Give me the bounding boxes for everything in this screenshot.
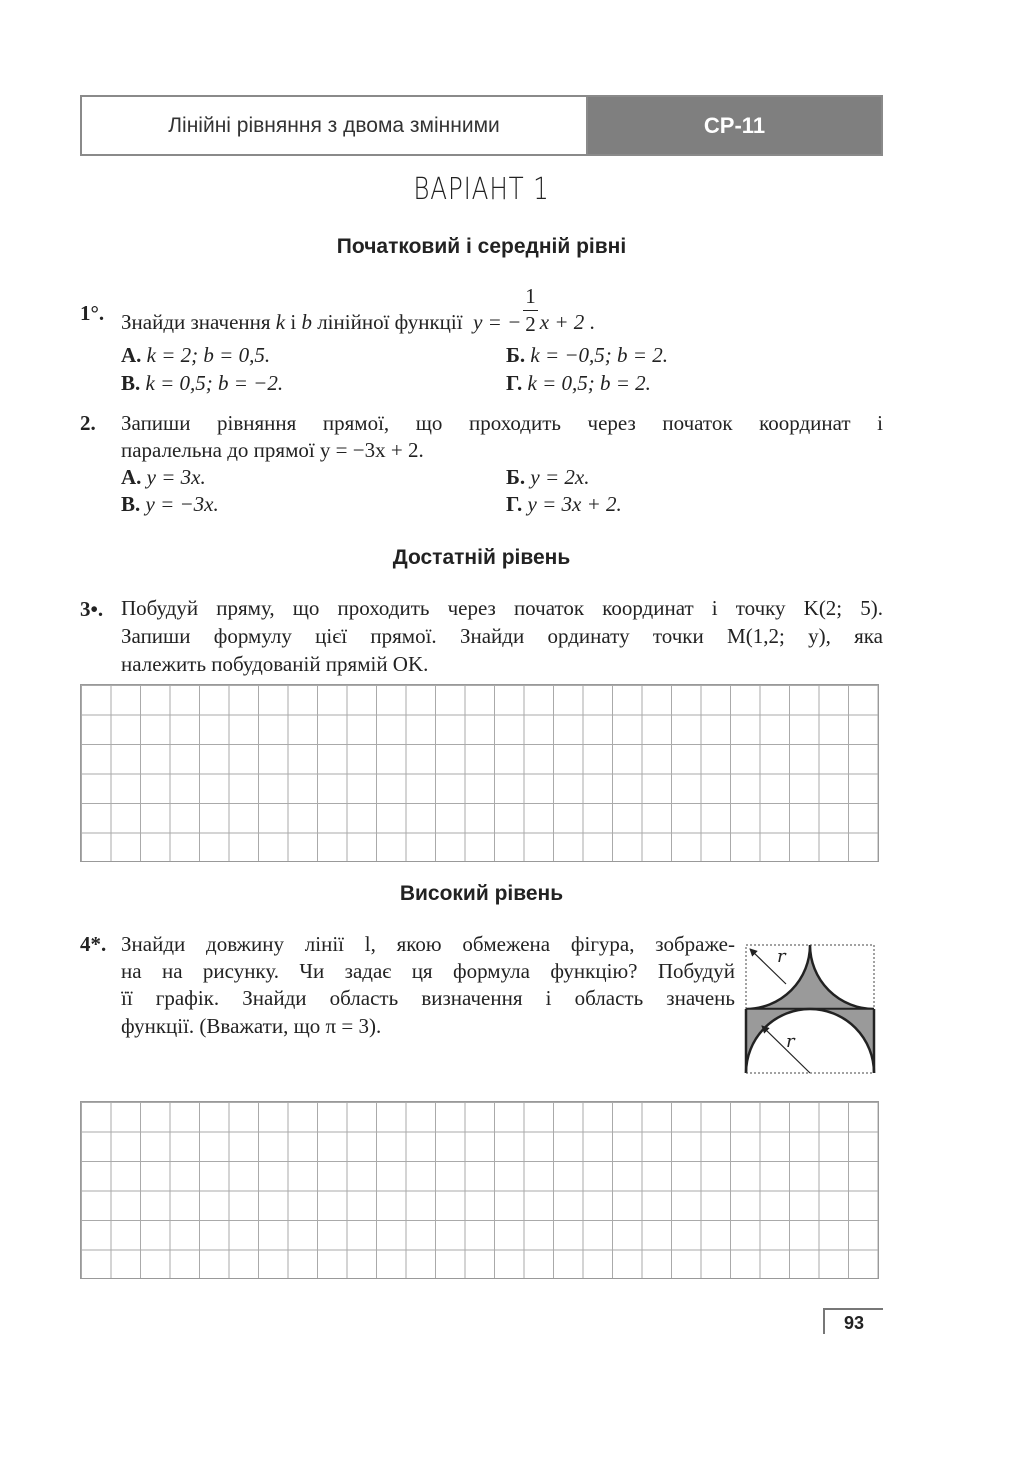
task1-k: k (275, 310, 286, 335)
task1-b: b (301, 310, 312, 335)
task3-line3: належить побудованій прямій OK. (121, 652, 429, 676)
answer-grid-task4 (80, 1101, 879, 1279)
variant-title: ВАРІАНТ 1 (413, 172, 550, 207)
work-code: СР-11 (588, 97, 881, 154)
task1-formula-lhs: y = − (473, 310, 522, 335)
option-letter: В. (121, 371, 141, 395)
task1-formula-rhs: x + 2 (539, 310, 585, 335)
task1-end: . (589, 310, 595, 335)
task4-line2: на на рисунку. Чи задає ця формула функцію? Побудуй (121, 959, 735, 983)
task1-option-v (121, 371, 283, 396)
page-number: 93 (823, 1308, 883, 1334)
option-text: y = 2x. (530, 465, 590, 489)
task1-text: Знайди значення (121, 310, 271, 335)
option-letter: А. (121, 465, 142, 489)
task4-figure (740, 940, 880, 1080)
level-sufficient-heading: Достатній рівень (392, 546, 571, 569)
option-text: y = −3x. (145, 492, 219, 516)
task2-option-b (506, 465, 589, 490)
option-letter: Г. (506, 371, 523, 395)
option-text: k = 0,5; b = 2. (527, 371, 651, 395)
option-text: y = 3x. (146, 465, 206, 489)
task1-option-a (121, 343, 270, 368)
task4-line1: Знайди довжину лінії l, якою обмежена фігура, зображе- (121, 932, 735, 956)
task2-option-g (506, 492, 622, 517)
task2-option-a (121, 465, 206, 490)
task4-number: 4*. (80, 932, 107, 956)
task3-number: 3•. (80, 597, 104, 621)
option-text: y = 3x + 2. (527, 492, 622, 516)
task1-text2: лінійної функції (317, 310, 463, 335)
fraction-numerator: 1 (523, 286, 538, 311)
radius-label-top: r (777, 946, 786, 967)
level-initial-heading: Початковий і середній рівні (336, 235, 627, 258)
task1-number: 1°. (80, 301, 105, 325)
option-letter: Б. (506, 343, 526, 367)
option-letter: А. (121, 343, 142, 367)
level-high-heading: Високий рівень (399, 882, 564, 905)
task1-question (121, 286, 595, 335)
task2-line1: Запиши рівняння прямої, що проходить через початок координат і (121, 411, 883, 435)
task4-line4: функції. (Вважати, що π = 3). (121, 1014, 382, 1038)
task1-option-b (506, 343, 668, 368)
task2-line2: паралельна до прямої y = −3x + 2. (121, 438, 424, 462)
task1-and: і (290, 310, 297, 335)
task1-option-g (506, 371, 651, 396)
radius-label-bottom: r (786, 1031, 795, 1052)
chapter-header (80, 95, 883, 156)
task1-fraction (523, 286, 538, 335)
option-text: k = 2; b = 0,5. (146, 343, 271, 367)
fraction-denominator: 2 (525, 312, 536, 336)
chapter-topic: Лінійні рівняння з двома змінними (82, 97, 588, 154)
task3-line2: Запиши формулу цієї прямої. Знайди ординату точки M(1,2; y), яка (121, 624, 883, 648)
task3-line1: Побудуй пряму, що проходить через початок координат і точку K(2; 5). (121, 596, 883, 620)
option-text: k = −0,5; b = 2. (530, 343, 668, 367)
task2-option-v (121, 492, 219, 517)
task2-number: 2. (80, 411, 96, 435)
option-letter: Г. (506, 492, 523, 516)
option-text: k = 0,5; b = −2. (145, 371, 284, 395)
task4-line3: її графік. Знайди область визначення і область значень (121, 986, 735, 1010)
answer-grid-task3 (80, 684, 879, 862)
concave-region (746, 945, 874, 1009)
option-letter: Б. (506, 465, 526, 489)
option-letter: В. (121, 492, 141, 516)
